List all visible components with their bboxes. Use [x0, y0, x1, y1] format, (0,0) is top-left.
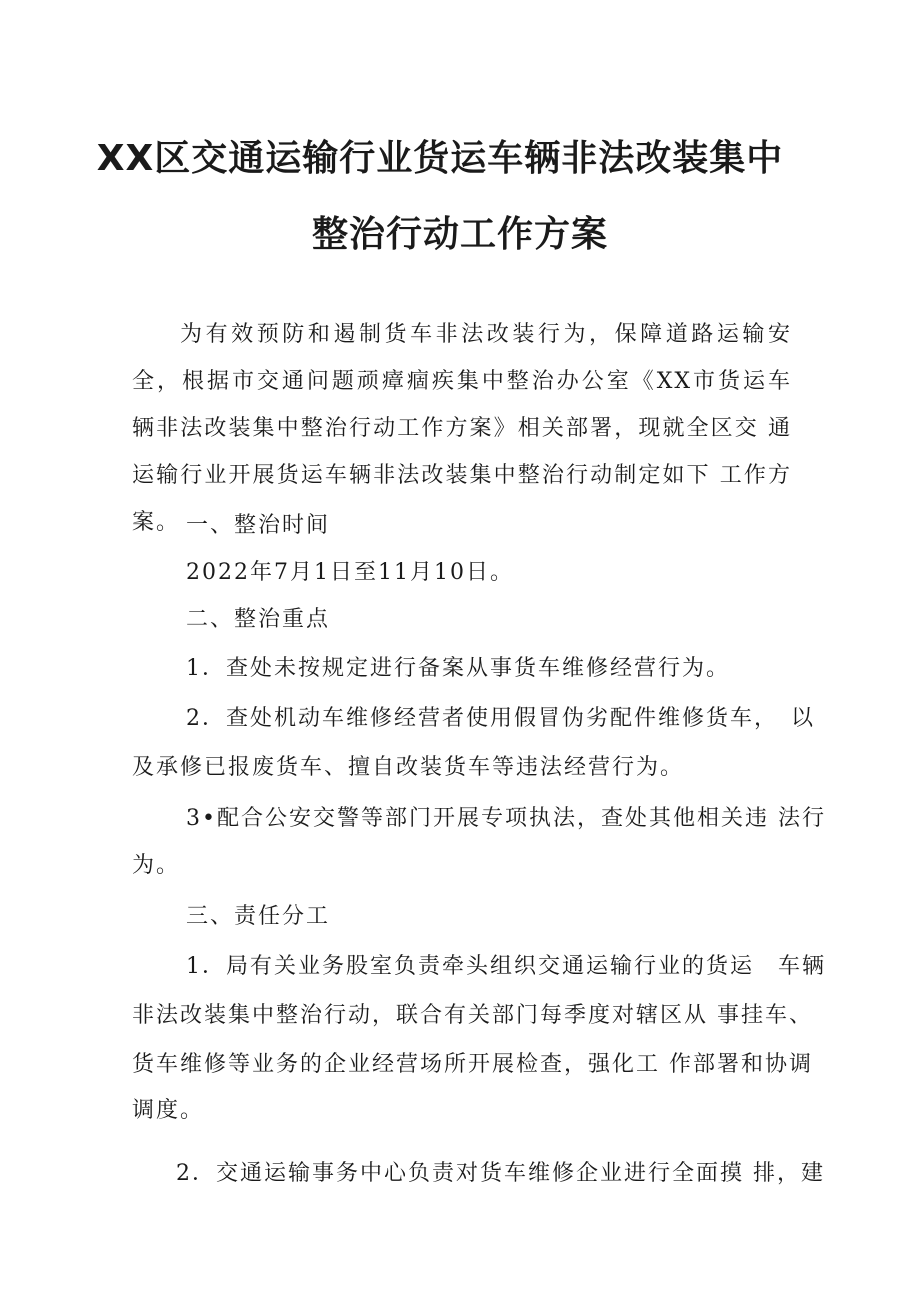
duty-item-2-line-1: 2．交通运输事务中心负责对货车维修企业进行全面摸 排，建 — [176, 1161, 825, 1186]
document-title-line-1: XX区交通运输行业货运车辆非法改装集中 — [96, 138, 784, 179]
duty-item-1-line-3: 货车维修等业务的企业经营场所开展检查，强化工 作部署和协调 — [132, 1052, 813, 1077]
focus-item-1: 1．查处未按规定进行备案从事货车维修经营行为。 — [186, 656, 730, 681]
focus-item-3-line-2: 为。 — [132, 853, 181, 878]
duty-item-1-line-2: 非法改装集中整治行动，联合有关部门每季度对辖区从 事挂车、 — [132, 1003, 813, 1028]
intro-paragraph: 为有效预防和遏制货车非法改装行为，保障道路运输安 全，根据市交通问题顽瘴痼疾集中整治办公室《XX市货运车 辆非法改装集中整治行动工作方案》相关部署，现就全区交 通运输行业开展货运车辆非法改装集中整治行动制定如下 工作方案。 — [132, 322, 817, 535]
document-title-line-2: 整治行动工作方案 — [311, 214, 608, 255]
duty-item-1-line-4: 调度。 — [132, 1098, 205, 1123]
focus-item-3-line-1: 3•配合公安交警等部门开展专项执法，查处其他相关违 法行 — [186, 806, 826, 831]
section-text-time: 2022年7月1日至11月10日。 — [186, 560, 514, 585]
duty-item-1-line-1: 1．局有关业务股室负责牵头组织交通运输行业的货运 车辆 — [186, 954, 826, 979]
section-heading-duty: 三、责任分工 — [186, 904, 331, 929]
section-heading-focus: 二、整治重点 — [186, 607, 331, 632]
focus-item-2-line-1: 2．查处机动车维修经营者使用假冒伪劣配件维修货车， 以 — [186, 706, 815, 731]
section-heading-time: 一、整治时间 — [186, 513, 331, 538]
focus-item-2-line-2: 及承修已报废货车、擅自改装货车等违法经营行为。 — [132, 755, 685, 780]
